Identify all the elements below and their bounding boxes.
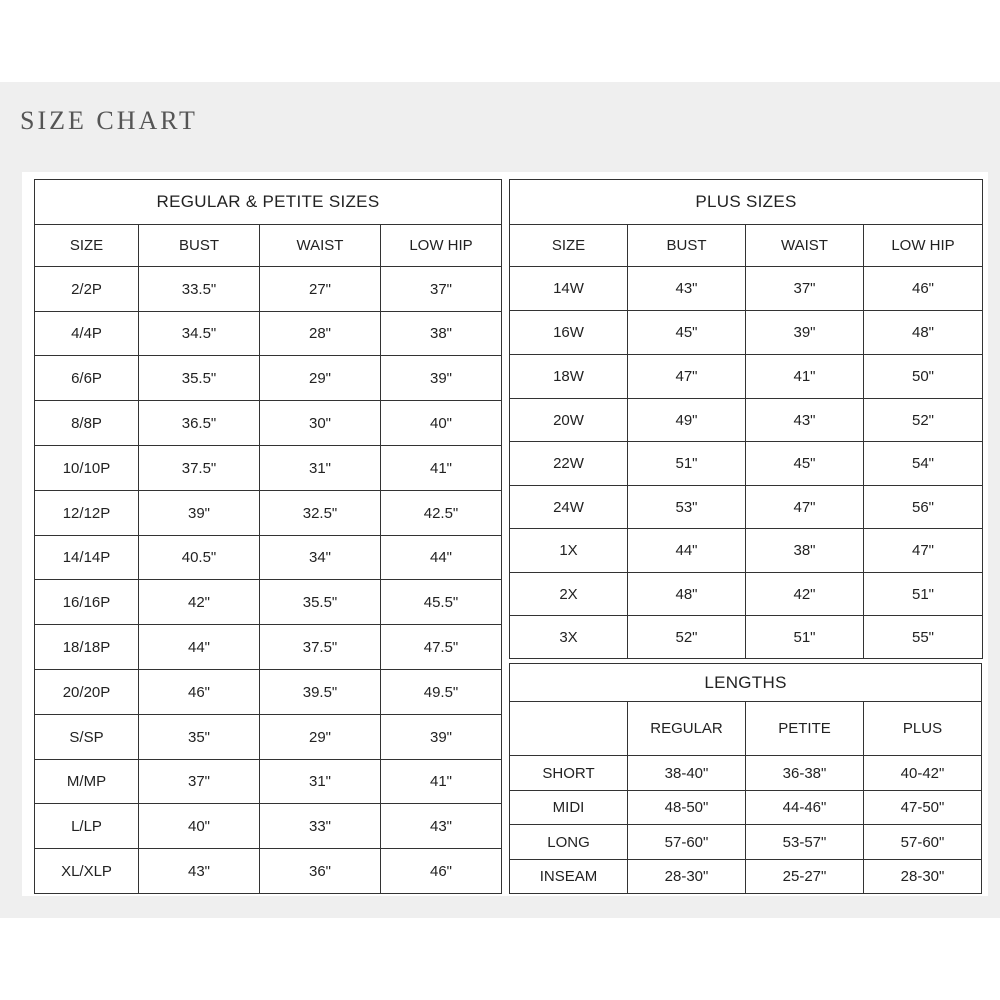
bust-cell: 33.5": [139, 267, 260, 312]
bust-cell: 39": [139, 491, 260, 536]
waist-cell: 47": [746, 486, 864, 529]
column-header: BUST: [139, 225, 260, 267]
table-row: [35, 670, 502, 715]
bust-cell: 52": [628, 616, 746, 659]
length-label-cell: LONG: [510, 825, 628, 860]
petite-cell: 36-38": [746, 756, 864, 791]
table-row: [35, 804, 502, 849]
size-cell: XL/XLP: [35, 849, 139, 894]
low-hip-cell: 39": [381, 356, 502, 401]
lengths-table: [509, 663, 982, 894]
waist-cell: 32.5": [260, 491, 381, 536]
table-row: [510, 529, 983, 573]
low-hip-cell: 55": [864, 616, 983, 659]
size-cell: 4/4P: [35, 312, 139, 356]
column-header: BUST: [628, 225, 746, 267]
column-header: LOW HIP: [864, 225, 983, 267]
waist-cell: 37.5": [260, 625, 381, 670]
low-hip-cell: 44": [381, 536, 502, 580]
waist-cell: 27": [260, 267, 381, 312]
low-hip-cell: 47.5": [381, 625, 502, 670]
size-cell: 8/8P: [35, 401, 139, 446]
low-hip-cell: 46": [864, 267, 983, 311]
table-title: LENGTHS: [510, 664, 982, 702]
bust-cell: 40": [139, 804, 260, 849]
table-row: [35, 446, 502, 491]
waist-cell: 42": [746, 573, 864, 616]
size-cell: 12/12P: [35, 491, 139, 536]
size-cell: 14/14P: [35, 536, 139, 580]
low-hip-cell: 47": [864, 529, 983, 573]
petite-cell: 25-27": [746, 860, 864, 894]
bust-cell: 35": [139, 715, 260, 760]
waist-cell: 37": [746, 267, 864, 311]
low-hip-cell: 48": [864, 311, 983, 355]
regular-cell: 28-30": [628, 860, 746, 894]
low-hip-cell: 46": [381, 849, 502, 894]
size-cell: 1X: [510, 529, 628, 573]
waist-cell: 39.5": [260, 670, 381, 715]
low-hip-cell: 50": [864, 355, 983, 399]
waist-cell: 31": [260, 446, 381, 491]
bust-cell: 49": [628, 399, 746, 442]
size-cell: 20/20P: [35, 670, 139, 715]
waist-cell: 35.5": [260, 580, 381, 625]
table-row: [35, 267, 502, 312]
table-row: [510, 573, 983, 616]
waist-cell: 41": [746, 355, 864, 399]
plus-sizes-table: [509, 179, 983, 659]
low-hip-cell: 38": [381, 312, 502, 356]
size-cell: 14W: [510, 267, 628, 311]
bust-cell: 35.5": [139, 356, 260, 401]
waist-cell: 33": [260, 804, 381, 849]
size-cell: 2X: [510, 573, 628, 616]
table-row: [510, 267, 983, 311]
plus-cell: 28-30": [864, 860, 982, 894]
size-cell: 10/10P: [35, 446, 139, 491]
waist-cell: 34": [260, 536, 381, 580]
waist-cell: 39": [746, 311, 864, 355]
bust-cell: 43": [628, 267, 746, 311]
table-row: [510, 311, 983, 355]
table-row: [35, 356, 502, 401]
bust-cell: 48": [628, 573, 746, 616]
waist-cell: 30": [260, 401, 381, 446]
low-hip-cell: 45.5": [381, 580, 502, 625]
table-row: [35, 491, 502, 536]
bust-cell: 47": [628, 355, 746, 399]
column-header: PETITE: [746, 702, 864, 756]
table-row: [510, 860, 982, 894]
size-cell: 18/18P: [35, 625, 139, 670]
size-cell: 2/2P: [35, 267, 139, 312]
size-cell: 16/16P: [35, 580, 139, 625]
size-cell: 24W: [510, 486, 628, 529]
table-row: [510, 442, 983, 486]
waist-cell: 28": [260, 312, 381, 356]
column-header: LOW HIP: [381, 225, 502, 267]
bust-cell: 40.5": [139, 536, 260, 580]
table-title: PLUS SIZES: [510, 180, 983, 225]
table-row: [510, 399, 983, 442]
waist-cell: 51": [746, 616, 864, 659]
low-hip-cell: 49.5": [381, 670, 502, 715]
size-cell: 22W: [510, 442, 628, 486]
low-hip-cell: 39": [381, 715, 502, 760]
column-header: WAIST: [746, 225, 864, 267]
page-title: SIZE CHART: [20, 106, 198, 135]
size-cell: 18W: [510, 355, 628, 399]
table-row: [35, 401, 502, 446]
waist-cell: 29": [260, 715, 381, 760]
low-hip-cell: 40": [381, 401, 502, 446]
size-cell: S/SP: [35, 715, 139, 760]
bust-cell: 34.5": [139, 312, 260, 356]
bust-cell: 51": [628, 442, 746, 486]
low-hip-cell: 41": [381, 446, 502, 491]
table-row: [510, 355, 983, 399]
size-cell: M/MP: [35, 760, 139, 804]
plus-cell: 40-42": [864, 756, 982, 791]
regular-cell: 57-60": [628, 825, 746, 860]
table-row: [35, 715, 502, 760]
length-label-cell: INSEAM: [510, 860, 628, 894]
waist-cell: 38": [746, 529, 864, 573]
low-hip-cell: 37": [381, 267, 502, 312]
table-row: [35, 625, 502, 670]
low-hip-cell: 41": [381, 760, 502, 804]
bust-cell: 45": [628, 311, 746, 355]
petite-cell: 44-46": [746, 791, 864, 825]
column-header: PLUS: [864, 702, 982, 756]
bust-cell: 53": [628, 486, 746, 529]
bust-cell: 43": [139, 849, 260, 894]
low-hip-cell: 43": [381, 804, 502, 849]
table-row: [510, 791, 982, 825]
waist-cell: 29": [260, 356, 381, 401]
size-cell: 16W: [510, 311, 628, 355]
table-row: [510, 756, 982, 791]
plus-cell: 47-50": [864, 791, 982, 825]
table-row: [35, 312, 502, 356]
regular-cell: 38-40": [628, 756, 746, 791]
petite-cell: 53-57": [746, 825, 864, 860]
waist-cell: 45": [746, 442, 864, 486]
bust-cell: 46": [139, 670, 260, 715]
length-label-cell: MIDI: [510, 791, 628, 825]
size-cell: 3X: [510, 616, 628, 659]
waist-cell: 43": [746, 399, 864, 442]
column-header: WAIST: [260, 225, 381, 267]
table-row: [35, 536, 502, 580]
size-cell: 6/6P: [35, 356, 139, 401]
low-hip-cell: 56": [864, 486, 983, 529]
low-hip-cell: 42.5": [381, 491, 502, 536]
column-header: SIZE: [510, 225, 628, 267]
waist-cell: 31": [260, 760, 381, 804]
column-header: REGULAR: [628, 702, 746, 756]
waist-cell: 36": [260, 849, 381, 894]
bust-cell: 37": [139, 760, 260, 804]
bust-cell: 42": [139, 580, 260, 625]
table-row: [510, 825, 982, 860]
table-row: [35, 760, 502, 804]
table-row: [510, 486, 983, 529]
plus-cell: 57-60": [864, 825, 982, 860]
bust-cell: 44": [139, 625, 260, 670]
low-hip-cell: 54": [864, 442, 983, 486]
table-title: REGULAR & PETITE SIZES: [35, 180, 502, 225]
size-cell: 20W: [510, 399, 628, 442]
regular-petite-table: [34, 179, 502, 894]
regular-cell: 48-50": [628, 791, 746, 825]
length-label-cell: SHORT: [510, 756, 628, 791]
table-row: [510, 616, 983, 659]
column-header: SIZE: [35, 225, 139, 267]
bust-cell: 37.5": [139, 446, 260, 491]
column-header: [510, 702, 628, 756]
table-row: [35, 580, 502, 625]
bust-cell: 36.5": [139, 401, 260, 446]
table-row: [35, 849, 502, 894]
size-cell: L/LP: [35, 804, 139, 849]
low-hip-cell: 51": [864, 573, 983, 616]
low-hip-cell: 52": [864, 399, 983, 442]
bust-cell: 44": [628, 529, 746, 573]
